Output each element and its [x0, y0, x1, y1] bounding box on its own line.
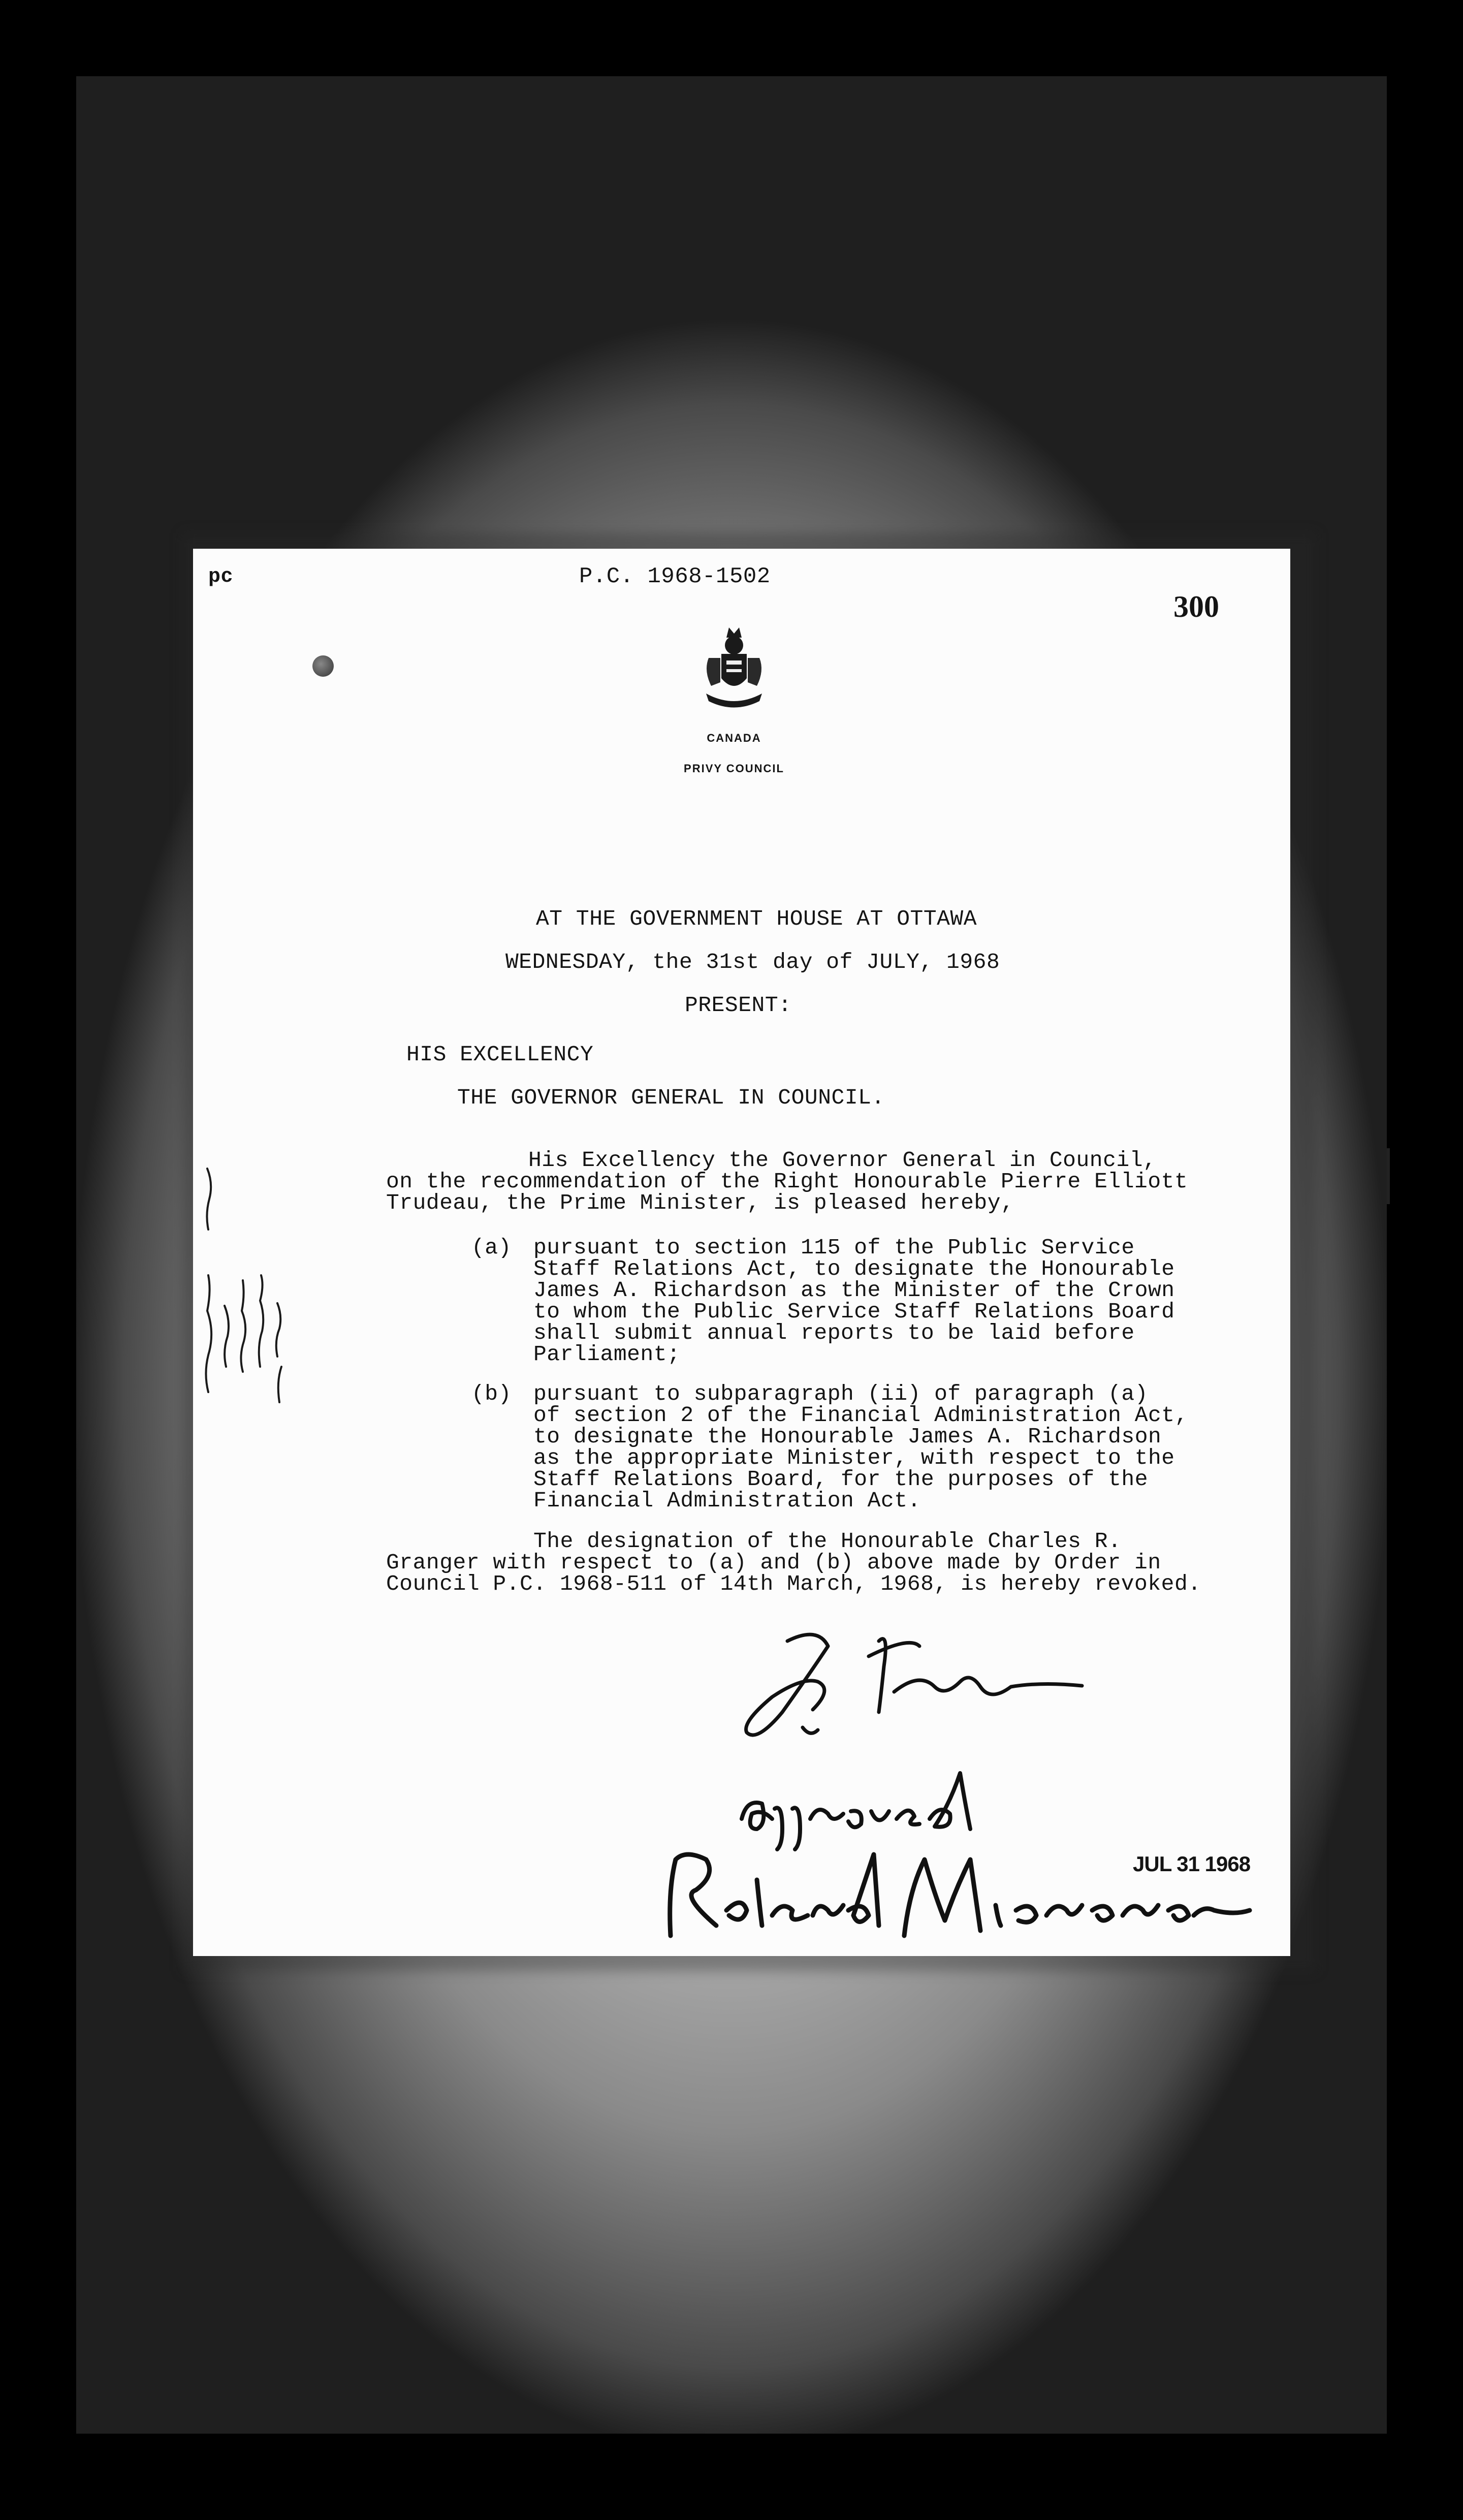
clause-line: pursuant to subparagraph (ii) of paragraph (a) — [533, 1381, 1148, 1406]
pc-label: pc — [208, 565, 234, 588]
clause-line: as the appropriate Minister, with respect to the — [533, 1445, 1175, 1470]
date-line: WEDNESDAY, the 31st day of JULY, 1968 — [505, 950, 1000, 974]
clause-line: James A. Richardson as the Minister of the Crown — [533, 1278, 1175, 1303]
clause-line: of section 2 of the Financial Administration Act, — [533, 1403, 1188, 1428]
clause-line: to designate the Honourable James A. Richardson — [533, 1424, 1162, 1449]
film-border-top — [0, 0, 1463, 76]
clause-line: Parliament; — [533, 1342, 681, 1367]
clause-line: Staff Relations Act, to designate the Honourable — [533, 1256, 1175, 1281]
attendee-line-1: HIS EXCELLENCY — [406, 1042, 594, 1067]
place-line: AT THE GOVERNMENT HOUSE AT OTTAWA — [536, 906, 977, 931]
clause-line: pursuant to section 115 of the Public Service — [533, 1235, 1135, 1260]
punch-hole — [312, 655, 334, 677]
intro-line: Trudeau, the Prime Minister, is pleased hereby, — [386, 1190, 1014, 1215]
coat-of-arms-icon — [701, 622, 767, 711]
revocation-line: Council P.C. 1968-511 of 14th March, 1968, is hereby revoked. — [386, 1571, 1201, 1596]
issuer-body: PRIVY COUNCIL — [684, 762, 784, 775]
intro-line: on the recommendation of the Right Honourable Pierre Elliott — [386, 1169, 1188, 1194]
approval-date-stamp: JUL 31 1968 — [1133, 1852, 1251, 1876]
document-sheet — [193, 549, 1290, 1956]
clause-line: shall submit annual reports to be laid before — [533, 1320, 1135, 1345]
film-border-bottom — [0, 2434, 1463, 2520]
clause-line: Financial Administration Act. — [533, 1488, 921, 1513]
clause-line: Staff Relations Board, for the purposes of the — [533, 1467, 1148, 1492]
attendee-line-2: THE GOVERNOR GENERAL IN COUNCIL. — [457, 1085, 885, 1110]
edge-mark — [1387, 1148, 1390, 1204]
revocation-line: The designation of the Honourable Charles R. — [533, 1529, 1122, 1554]
clause-marker: (b) — [471, 1381, 512, 1406]
present-label: PRESENT: — [685, 993, 792, 1018]
page-number: 300 — [1173, 590, 1219, 623]
intro-line: His Excellency the Governor General in Council, — [528, 1148, 1157, 1173]
signature-prime-minister — [726, 1621, 1092, 1748]
film-border-left — [0, 0, 76, 2520]
clause-marker: (a) — [471, 1235, 512, 1260]
issuer-country: CANADA — [707, 732, 761, 744]
clause-line: to whom the Public Service Staff Relations Board — [533, 1299, 1175, 1324]
revocation-line: Granger with respect to (a) and (b) above made by Order in — [386, 1550, 1161, 1575]
handwritten-margin-notes — [178, 1128, 290, 1412]
order-number: P.C. 1968-1502 — [579, 564, 771, 589]
film-border-right — [1387, 0, 1463, 2520]
